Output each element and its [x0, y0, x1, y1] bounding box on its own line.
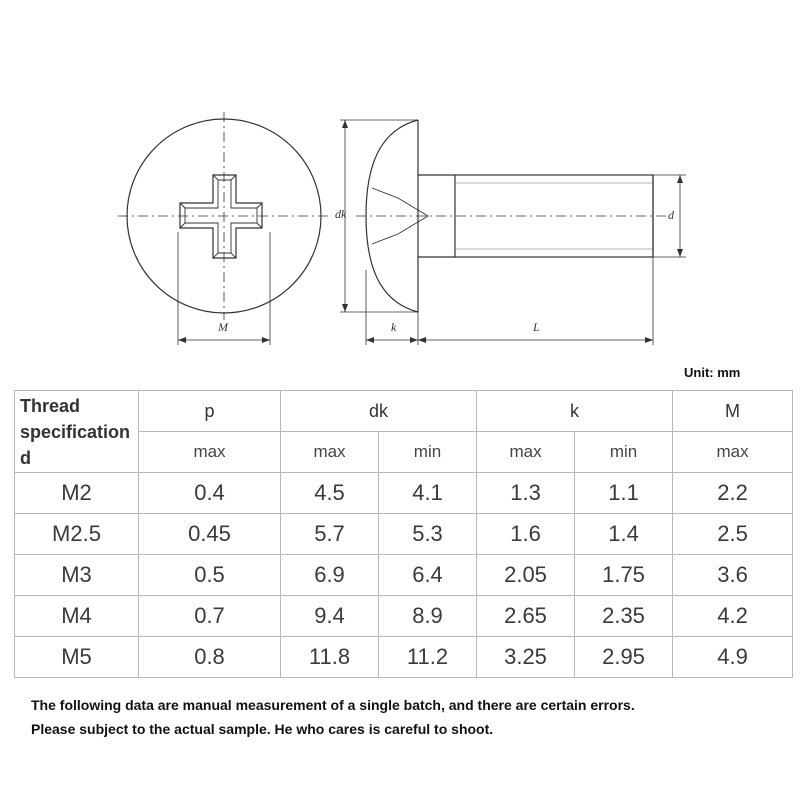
dk-min-cell: 8.9	[379, 596, 477, 637]
disclaimer-note-2: Please subject to the actual sample. He who cares is careful to shoot.	[31, 721, 494, 737]
p-max-cell: 0.4	[139, 473, 281, 514]
subheader-p-max: max	[139, 432, 281, 473]
screw-technical-drawing	[0, 0, 800, 360]
p-max-cell: 0.45	[139, 514, 281, 555]
m-max-cell: 2.2	[673, 473, 793, 514]
p-max-cell: 0.7	[139, 596, 281, 637]
k-min-cell: 1.1	[575, 473, 673, 514]
dk-min-cell: 5.3	[379, 514, 477, 555]
thread-cell: M2	[15, 473, 139, 514]
subheader-dk-max: max	[281, 432, 379, 473]
dimension-spec-table	[14, 390, 793, 678]
table-row	[15, 514, 793, 555]
thread-header-line2: specification d	[20, 421, 131, 468]
dk-min-cell: 4.1	[379, 473, 477, 514]
p-max-cell: 0.5	[139, 555, 281, 596]
k-min-cell: 2.95	[575, 637, 673, 678]
dim-label-m: M	[218, 320, 228, 334]
dk-max-cell: 6.9	[281, 555, 379, 596]
dk-max-cell: 11.8	[281, 637, 379, 678]
thread-spec-header	[15, 391, 139, 473]
table-row	[15, 555, 793, 596]
thread-cell: M4	[15, 596, 139, 637]
header-k: k	[477, 391, 673, 432]
dk-min-cell: 6.4	[379, 555, 477, 596]
dk-min-cell: 11.2	[379, 637, 477, 678]
subheader-m-max: max	[673, 432, 793, 473]
thread-cell: M3	[15, 555, 139, 596]
m-max-cell: 4.2	[673, 596, 793, 637]
m-max-cell: 4.9	[673, 637, 793, 678]
k-max-cell: 1.6	[477, 514, 575, 555]
table-row	[15, 637, 793, 678]
disclaimer-note-1: The following data are manual measurement of a single batch, and there are certain errors.	[31, 697, 635, 713]
k-min-cell: 2.35	[575, 596, 673, 637]
thread-cell: M5	[15, 637, 139, 678]
table-row	[15, 473, 793, 514]
thread-header-line1: Thread	[20, 395, 81, 416]
dim-label-dk: dk	[335, 207, 347, 221]
table-header-row	[15, 391, 793, 432]
dim-label-d: d	[668, 208, 674, 222]
dim-label-l: L	[533, 320, 540, 334]
header-p: p	[139, 391, 281, 432]
subheader-dk-min: min	[379, 432, 477, 473]
table-row	[15, 596, 793, 637]
unit-label: Unit: mm	[684, 365, 741, 380]
k-max-cell: 2.65	[477, 596, 575, 637]
dim-label-k: k	[391, 320, 397, 334]
m-max-cell: 3.6	[673, 555, 793, 596]
dk-max-cell: 9.4	[281, 596, 379, 637]
dk-max-cell: 4.5	[281, 473, 379, 514]
p-max-cell: 0.8	[139, 637, 281, 678]
k-min-cell: 1.75	[575, 555, 673, 596]
header-m: M	[673, 391, 793, 432]
k-max-cell: 3.25	[477, 637, 575, 678]
header-dk: dk	[281, 391, 477, 432]
phillips-cross-recess	[180, 175, 262, 258]
k-min-cell: 1.4	[575, 514, 673, 555]
k-max-cell: 2.05	[477, 555, 575, 596]
k-max-cell: 1.3	[477, 473, 575, 514]
dk-max-cell: 5.7	[281, 514, 379, 555]
subheader-k-max: max	[477, 432, 575, 473]
m-max-cell: 2.5	[673, 514, 793, 555]
subheader-k-min: min	[575, 432, 673, 473]
thread-cell: M2.5	[15, 514, 139, 555]
